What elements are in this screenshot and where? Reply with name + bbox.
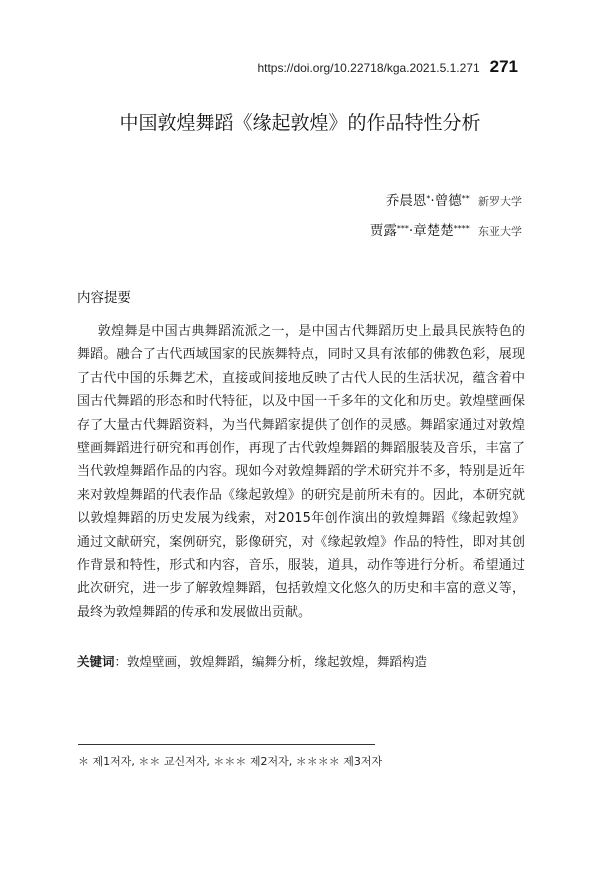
author-names-1: 乔晨恩*·曾德** [385,193,470,209]
abstract-heading: 内容提要 [77,290,131,306]
author-mark: ** [461,194,470,203]
author-mark: *** [396,224,409,233]
author-name: 章楚楚 [413,223,454,239]
author-footnote: ＊ 제1저자, ＊＊ 교신저자, ＊＊＊ 제2저자, ＊＊＊＊ 제3저자 [78,755,383,768]
paper-title: 中国敦煌舞蹈《缘起敦煌》的作品特性分析 [119,112,481,134]
author-name: 贾露 [369,223,397,239]
author-name: 乔晨恩 [385,193,427,209]
affiliation: 新罗大学 [478,195,522,208]
keywords-label: 关键词 [77,654,115,669]
author-mark: * [426,194,431,203]
keywords-separator: ： [114,654,128,669]
author-names-2: 贾露***·章楚楚**** [369,223,470,239]
keywords-text: 敦煌壁画，敦煌舞蹈，编舞分析，缘起敦煌，舞蹈构造 [127,654,428,669]
page-header [257,57,518,77]
abstract-body: 敦煌舞是中国古典舞蹈流派之一，是中国古代舞蹈历史上最具民族特色的舞蹈。融合了古代西域国家的民族舞特点，同时又具有浓郁的佛教色彩，展现了古代中国的乐舞艺术，直接或间接地反映了古代人民的生活状况，蕴含着中国古代舞蹈的形态和时代特征，以及中国一千多年的文化和历史。敦煌壁画保存了大量古代舞蹈资料，为当代舞蹈家提供了创作的灵感。舞蹈家通过对敦煌壁画舞蹈进行研究和再创作，再现了古代敦煌舞蹈的舞蹈服装及音乐，丰富了当代敦煌舞蹈作品的内容。现如今对敦煌舞蹈的学术研究并不多，特别是近年来对敦煌舞蹈的代表作品《缘起敦煌》的研究是前所未有的。因此，本研究就以敦煌舞蹈的历史发展为线索，对2015年创作演出的敦煌舞蹈《缘起敦煌》通过文献研究，案例研究，影像研究，对《缘起敦煌》作品的特性，即对其创作背景和特性，形式和内容，音乐，服装，道具，动作等进行分析。希望通过此次研究，进一步了解敦煌舞蹈，包括敦煌文化悠久的历史和丰富的意义等，最终为敦煌舞蹈的传承和发展做出贡献。 [77,324,525,620]
doi-link[interactable]: https://doi.org/10.22718/kga.2021.5.1.271 [257,61,480,75]
author-line-1 [370,185,522,215]
author-line-2 [370,215,522,245]
footnote-divider [78,744,375,745]
author-mark: **** [453,224,470,233]
author-name: 曾德 [434,193,462,209]
keywords-line [77,652,537,670]
page-number: 271 [489,57,518,76]
affiliation: 东亚大学 [478,225,522,238]
author-block [370,185,522,245]
